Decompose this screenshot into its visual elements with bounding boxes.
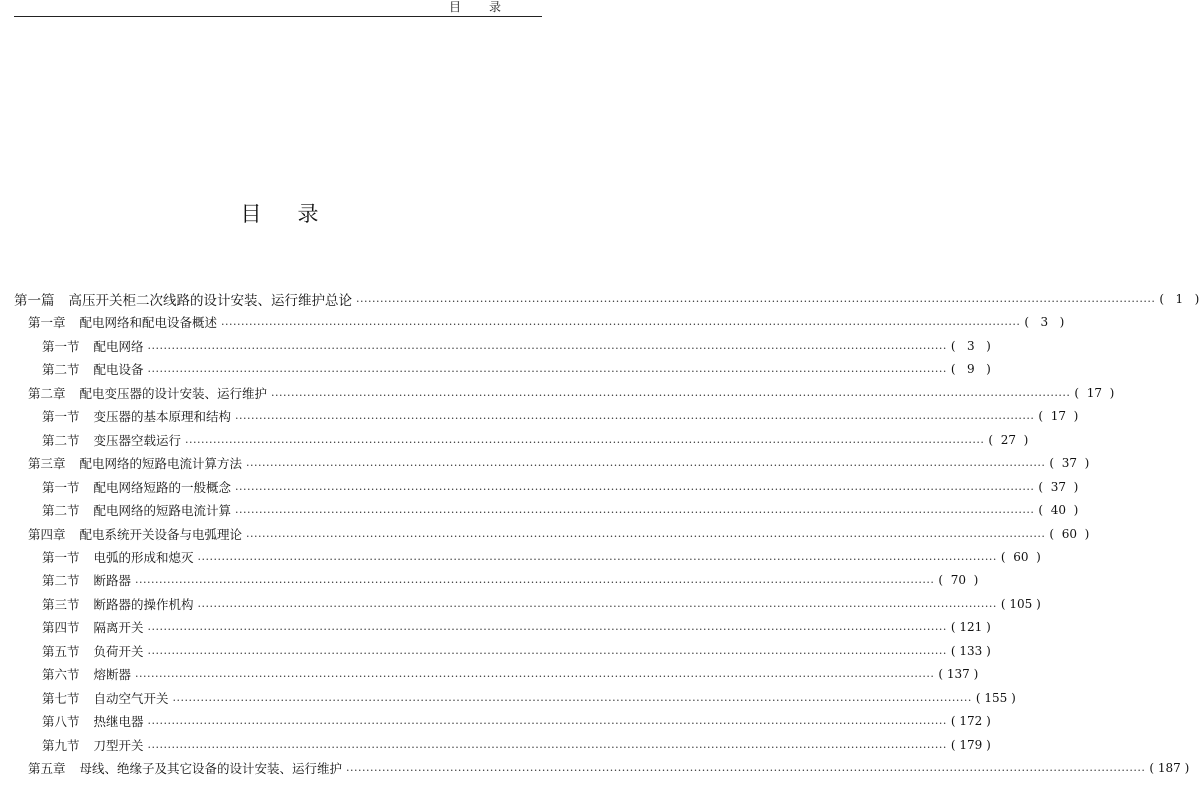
page-number: 60	[1061, 526, 1077, 541]
toc-entry-number: 第二节	[42, 503, 80, 519]
toc-entry-number: 第八节	[42, 714, 80, 730]
toc-entry-page: ( 133 )	[950, 643, 991, 658]
dot-leader: ........................................................................................................................................................................................................	[147, 714, 947, 728]
toc-entry-title: 配电网络的短路电流计算	[93, 503, 232, 519]
toc-entry-number: 第五章	[28, 761, 66, 776]
toc-entry-page: ( 9 )	[950, 362, 991, 377]
page-number: 121	[959, 620, 983, 635]
dot-leader: ........................................................................................................................................................................................................	[221, 315, 1021, 329]
toc-entry-title: 配电设备	[93, 362, 144, 378]
toc-entry[interactable]	[42, 546, 1041, 568]
toc-entry-title: 配电网络短路的一般概念	[93, 479, 232, 495]
toc-entry-number: 第一篇	[14, 293, 55, 309]
toc-entry[interactable]	[42, 476, 1079, 498]
toc-entry[interactable]	[42, 687, 1016, 709]
toc-entry-title: 配电系统开关设备与电弧理论	[79, 526, 243, 542]
dot-leader: ........................................................................................................................................................................................................	[246, 526, 1046, 540]
page-number: 137	[946, 667, 970, 682]
dot-leader: ........................................................................................................................................................................................................	[356, 292, 1156, 305]
toc-entry[interactable]	[42, 405, 1079, 427]
page-number: 27	[1000, 432, 1016, 447]
toc-entry-title: 母线、绝缘子及其它设备的设计安装、运行维护	[79, 761, 343, 776]
toc-entry[interactable]	[42, 640, 991, 662]
toc-entry[interactable]	[28, 757, 1190, 779]
toc-entry-number: 第一节	[42, 549, 80, 565]
toc-entry-title: 变压器空载运行	[93, 432, 182, 448]
toc-entry-page: ( 172 )	[950, 714, 991, 729]
toc-entry-page: ( 105 )	[1000, 596, 1041, 611]
dot-leader: ........................................................................................................................................................................................................	[235, 409, 1035, 423]
page-number: 179	[959, 737, 983, 752]
toc-entry-number: 第一节	[42, 409, 80, 425]
toc-entry-number: 第一章	[28, 315, 66, 331]
toc-entry-title: 热继电器	[93, 714, 144, 730]
dot-leader: ........................................................................................................................................................................................................	[235, 503, 1035, 517]
page-number: 105	[1009, 596, 1033, 611]
page-number: 17	[1050, 409, 1066, 424]
toc-entry-number: 第三章	[28, 456, 66, 472]
toc-entry-number: 第二节	[42, 573, 80, 589]
toc-entry-number: 第四节	[42, 620, 80, 636]
toc-entry[interactable]	[42, 429, 1029, 451]
toc-entry[interactable]	[42, 734, 991, 756]
dot-leader: ........................................................................................................................................................................................................	[147, 737, 947, 751]
toc-entry-number: 第一节	[42, 338, 80, 354]
toc-entry[interactable]	[28, 382, 1115, 404]
page-title: 目录	[240, 202, 355, 226]
running-head	[0, 0, 559, 16]
toc-entry-title: 断路器的操作机构	[93, 596, 194, 612]
toc-entry-page: ( 17 )	[1038, 409, 1079, 424]
toc-entry-title: 高压开关柜二次线路的设计安装、运行维护总论	[68, 293, 352, 309]
running-head-text: 目录	[448, 0, 529, 14]
toc-entry[interactable]	[42, 335, 991, 357]
dot-leader: ........................................................................................................................................................................................................	[172, 690, 972, 704]
dot-leader: ........................................................................................................................................................................................................	[246, 456, 1046, 470]
toc-entry-page: ( 60 )	[1000, 549, 1041, 564]
toc-entry[interactable]	[42, 616, 991, 638]
toc-entry-title: 隔离开关	[93, 620, 144, 636]
toc-entry-number: 第二节	[42, 362, 80, 378]
page-number: 155	[984, 690, 1008, 705]
toc-entry-page: ( 17 )	[1074, 385, 1115, 400]
dot-leader: ........................................................................................................................................................................................................	[271, 385, 1071, 399]
toc-entry[interactable]	[14, 288, 1199, 310]
toc-entry-title: 配电网络和配电设备概述	[79, 315, 218, 331]
header-rule	[14, 16, 542, 17]
toc-entry-page: ( 137 )	[938, 667, 979, 682]
dot-leader: ........................................................................................................................................................................................................	[346, 761, 1146, 774]
toc-entry[interactable]	[42, 710, 991, 732]
toc-entry-page: ( 37 )	[1049, 456, 1090, 471]
toc-entry-page: ( 70 )	[938, 573, 979, 588]
toc-entry-title: 负荷开关	[93, 643, 144, 659]
dot-leader: ........................................................................................................................................................................................................	[147, 362, 947, 376]
toc-entry[interactable]	[42, 499, 1079, 521]
page-number: 187	[1157, 761, 1181, 775]
dot-leader: ........................................................................................................................................................................................................	[147, 338, 947, 352]
toc-entry-page: ( 3 )	[950, 338, 991, 353]
toc-entry-page: ( 1 )	[1159, 292, 1199, 306]
toc-entry[interactable]	[28, 523, 1090, 545]
toc-entry-page: ( 179 )	[950, 737, 991, 752]
toc-entry-page: ( 40 )	[1038, 503, 1079, 518]
dot-leader: ........................................................................................................................................................................................................	[135, 573, 935, 587]
toc-entry-number: 第五节	[42, 643, 80, 659]
toc-entry[interactable]	[42, 593, 1041, 615]
toc-entry-title: 变压器的基本原理和结构	[93, 409, 232, 425]
page-number: 60	[1013, 549, 1029, 564]
toc-entry[interactable]	[28, 452, 1090, 474]
toc-entry-title: 断路器	[93, 573, 132, 589]
toc-entry-title: 熔断器	[93, 667, 132, 683]
toc-entry-number: 第三节	[42, 596, 80, 612]
dot-leader: ........................................................................................................................................................................................................	[197, 549, 997, 563]
toc-entry-page: ( 37 )	[1038, 479, 1079, 494]
toc-entry-page: ( 155 )	[975, 690, 1016, 705]
toc-entry-page: ( 27 )	[988, 432, 1029, 447]
page-number: 17	[1086, 385, 1102, 400]
page-number: 37	[1061, 456, 1077, 471]
toc-entry-number: 第一节	[42, 479, 80, 495]
page-number: 3	[967, 338, 975, 353]
toc-entry-page: ( 3 )	[1024, 315, 1065, 330]
toc-entry-title: 配电网络的短路电流计算方法	[79, 456, 243, 472]
toc-entry-number: 第六节	[42, 667, 80, 683]
page-number: 3	[1040, 315, 1049, 330]
toc-entry-number: 第七节	[42, 690, 80, 706]
dot-leader: ........................................................................................................................................................................................................	[185, 432, 985, 446]
toc-entry-page: ( 187 )	[1149, 761, 1190, 775]
toc-entry-title: 配电网络	[93, 338, 144, 354]
toc-entry-page: ( 60 )	[1049, 526, 1090, 541]
page-number: 1	[1175, 292, 1184, 306]
dot-leader: ........................................................................................................................................................................................................	[147, 643, 947, 657]
page-number: 40	[1050, 503, 1066, 518]
dot-leader: ........................................................................................................................................................................................................	[197, 596, 997, 610]
page-number: 172	[959, 714, 983, 729]
dot-leader: ........................................................................................................................................................................................................	[235, 479, 1035, 493]
toc-entry-title: 自动空气开关	[93, 690, 169, 706]
toc-entry-number: 第九节	[42, 737, 80, 753]
toc-entry-title: 刀型开关	[93, 737, 144, 753]
toc-entry[interactable]	[42, 663, 979, 685]
toc-entry[interactable]	[42, 358, 991, 380]
toc-entry-page: ( 121 )	[950, 620, 991, 635]
toc-entry[interactable]	[42, 569, 979, 591]
toc-entry[interactable]	[28, 311, 1065, 333]
toc-entry-number: 第四章	[28, 526, 66, 542]
page-number: 70	[950, 573, 966, 588]
page-number: 133	[959, 643, 983, 658]
dot-leader: ........................................................................................................................................................................................................	[147, 620, 947, 634]
toc-entry-number: 第二章	[28, 385, 66, 401]
toc-entry-title: 电弧的形成和熄灭	[93, 549, 194, 565]
toc-entry-number: 第二节	[42, 432, 80, 448]
page-number: 9	[967, 362, 975, 377]
dot-leader: ........................................................................................................................................................................................................	[135, 667, 935, 681]
toc-entry-title: 配电变压器的设计安装、运行维护	[79, 385, 268, 401]
page-number: 37	[1050, 479, 1066, 494]
